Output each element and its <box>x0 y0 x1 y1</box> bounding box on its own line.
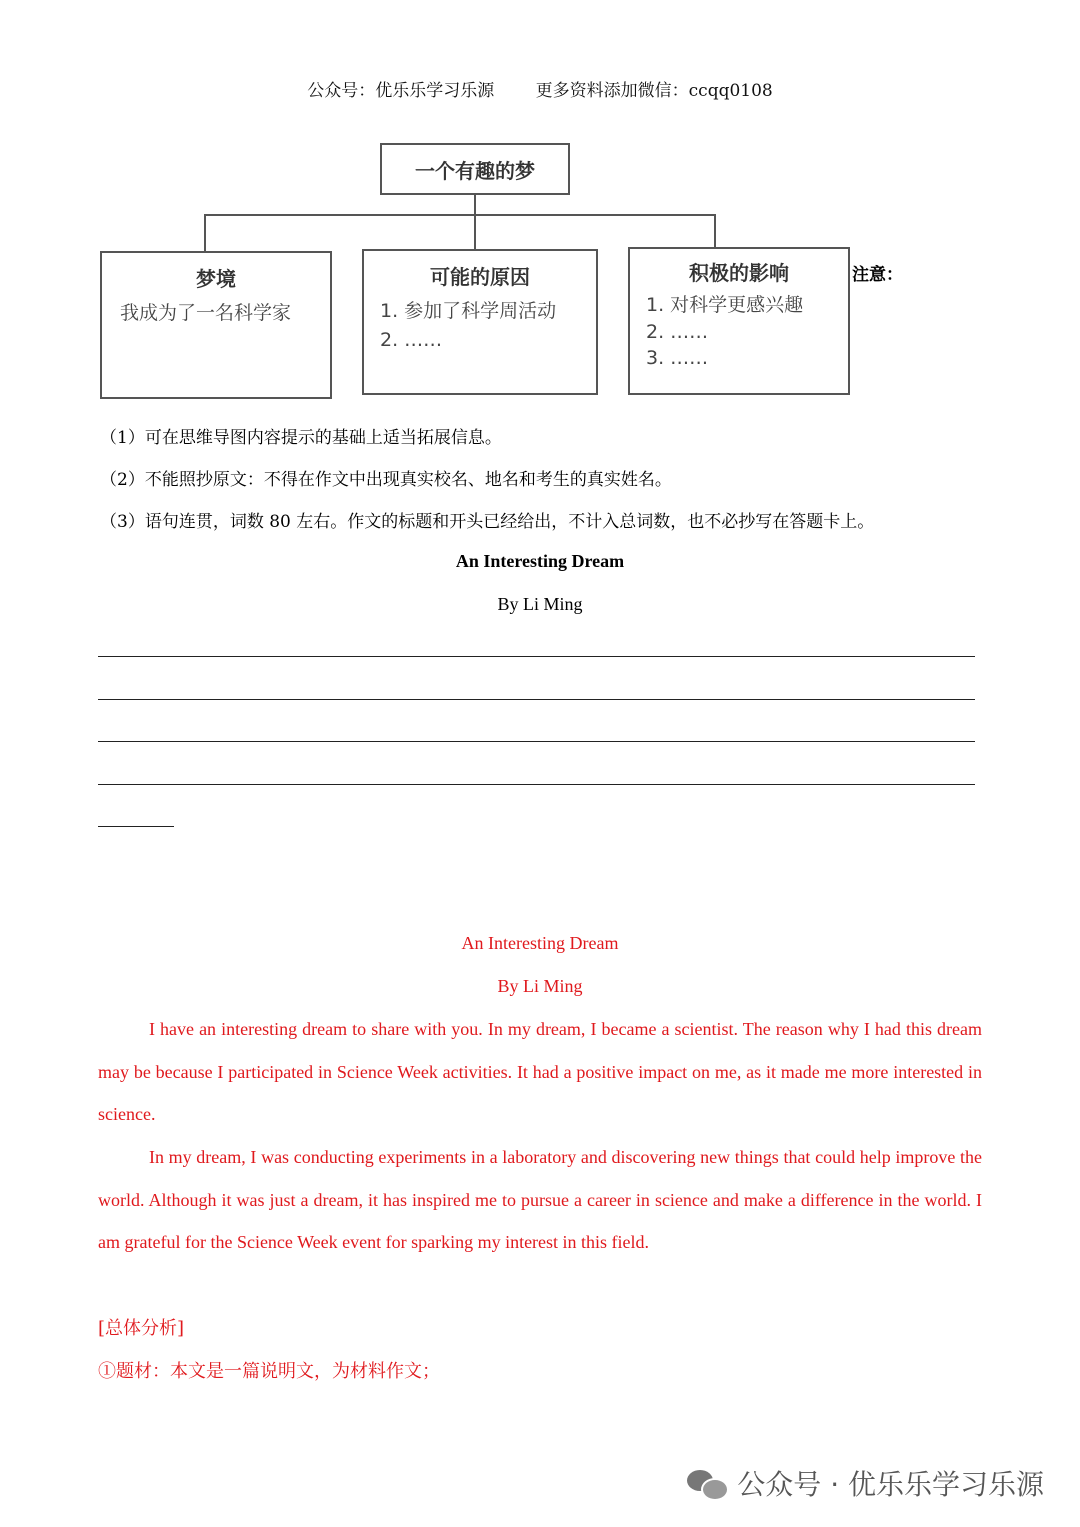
answer-line[interactable] <box>98 741 975 742</box>
watermark <box>687 1463 1044 1503</box>
connector-horizontal <box>204 214 716 216</box>
effect-item: 3. …… <box>646 347 709 369</box>
mindmap-dream-box <box>100 251 332 399</box>
answer-line[interactable] <box>98 656 975 657</box>
effect-item: 1. 对科学更感兴趣 <box>646 294 804 316</box>
essay-title: An Interesting Dream <box>455 551 625 571</box>
mindmap-reasons-box <box>362 249 598 395</box>
effects-heading: 积极的影响 <box>689 261 789 285</box>
header-wechat: 更多资料添加微信：ccqq0108 <box>535 81 773 101</box>
analysis-heading: [总体分析] <box>98 1318 185 1339</box>
requirement-2: （2）不能照抄原文：不得在作文中出现真实校名、地名和考生的真实姓名。 <box>100 470 672 490</box>
dream-text: 我成为了一名科学家 <box>120 302 292 324</box>
note-label: 注意： <box>852 265 903 285</box>
connector-left <box>204 214 206 252</box>
dream-heading: 梦境 <box>196 267 236 291</box>
reason-item: 2. …… <box>380 329 443 351</box>
answer-author: By Li Ming <box>497 976 583 996</box>
watermark-text: 公众号 · 优乐乐学习乐源 <box>737 1468 1044 1501</box>
wechat-icon <box>687 1467 727 1499</box>
reasons-heading: 可能的原因 <box>430 265 530 289</box>
answer-line[interactable] <box>98 784 975 785</box>
header-account: 公众号：优乐乐学习乐源 <box>307 81 495 101</box>
reason-item: 1. 参加了科学周活动 <box>380 300 557 322</box>
page-header <box>0 76 1080 101</box>
answer-line[interactable] <box>98 699 975 700</box>
analysis-item: ①题材：本文是一篇说明文，为材料作文； <box>98 1361 440 1382</box>
mindmap-title: 一个有趣的梦 <box>380 143 570 195</box>
requirement-3: （3）语句连贯，词数 80 左右。作文的标题和开头已经给出，不计入总词数，也不必抄写在答题卡上。 <box>100 512 875 532</box>
requirement-1: （1）可在思维导图内容提示的基础上适当拓展信息。 <box>100 428 502 448</box>
connector-right <box>714 214 716 248</box>
connector-vertical-top <box>474 195 476 215</box>
answer-title: An Interesting Dream <box>461 933 619 953</box>
answer-line-short[interactable] <box>98 826 174 827</box>
effect-item: 2. …… <box>646 321 709 343</box>
answer-paragraph-2: In my dream, I was conducting experiments in a laboratory and discovering new things that could help improve the world. Although it was just a dream, it has inspired me to pursue a career in science and make a difference in the world. I am grateful for the Science Week event for sparking my interest in this field. <box>98 1147 982 1252</box>
essay-author: By Li Ming <box>497 594 583 614</box>
answer-paragraph-1: I have an interesting dream to share with you. In my dream, I became a scientist. The reason why I had this dream may be because I participated in Science Week activities. It had a positive impact on me, as it made me more interested in science. <box>98 1019 982 1124</box>
mindmap-effects-box <box>628 247 850 395</box>
connector-middle <box>474 214 476 250</box>
